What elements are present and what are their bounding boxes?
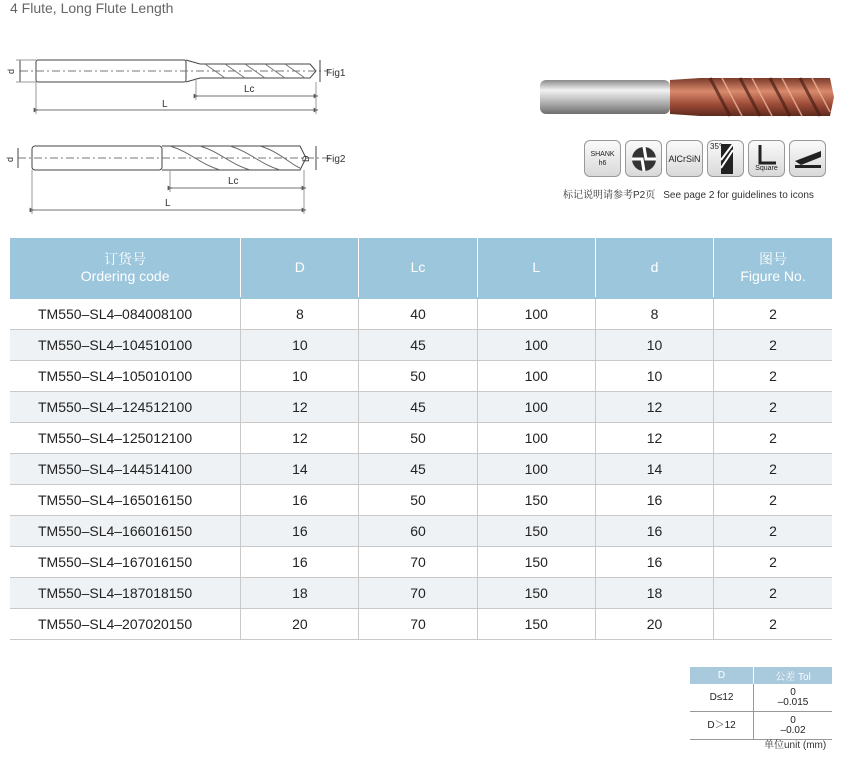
fig1-label: Fig1 (326, 68, 346, 79)
table-header-row (10, 238, 832, 298)
table-cell: 150 (477, 578, 595, 609)
table-row (10, 609, 832, 640)
table-row (10, 330, 832, 361)
ordering-code-cell: TM550–SL4–144514100 (10, 454, 241, 485)
tolerance-value: 0 –0.015 (754, 684, 832, 712)
fig2-dim-D: D (301, 155, 311, 162)
unit-note: 单位unit (mm) (764, 740, 827, 751)
ordering-code-cell: TM550–SL4–104510100 (10, 330, 241, 361)
tolerance-row (690, 684, 832, 712)
table-cell: 2 (714, 516, 832, 547)
table-cell: 12 (241, 392, 359, 423)
ordering-code-cell: TM550–SL4–165016150 (10, 485, 241, 516)
table-cell: 100 (477, 454, 595, 485)
table-cell: 12 (241, 423, 359, 454)
table-header-cell: D (241, 238, 359, 298)
table-header-cell: Lc (359, 238, 477, 298)
table-cell: 100 (477, 361, 595, 392)
square-end-icon: Square (748, 140, 785, 177)
feature-icons (584, 140, 826, 177)
fig1-drawing (16, 60, 330, 114)
table-cell: 100 (477, 423, 595, 454)
end-mill-photo (540, 72, 835, 122)
table-row (10, 392, 832, 423)
table-cell: 8 (595, 298, 713, 330)
table-cell: 45 (359, 454, 477, 485)
table-cell: 14 (595, 454, 713, 485)
ordering-code-cell: TM550–SL4–207020150 (10, 609, 241, 640)
table-cell: 16 (595, 485, 713, 516)
table-cell: 100 (477, 392, 595, 423)
table-cell: 18 (595, 578, 713, 609)
tolerance-table (690, 667, 832, 740)
table-cell: 10 (595, 330, 713, 361)
table-cell: 100 (477, 298, 595, 330)
table-cell: 150 (477, 609, 595, 640)
fig2-label: Fig2 (326, 154, 346, 165)
ordering-code-cell: TM550–SL4–166016150 (10, 516, 241, 547)
table-cell: 16 (595, 547, 713, 578)
tolerance-header-row (690, 667, 832, 684)
ordering-code-cell: TM550–SL4–105010100 (10, 361, 241, 392)
table-cell: 20 (595, 609, 713, 640)
table-cell: 50 (359, 485, 477, 516)
table-cell: 16 (241, 485, 359, 516)
table-cell: 2 (714, 547, 832, 578)
table-cell: 14 (241, 454, 359, 485)
table-header-cell: d (595, 238, 713, 298)
tolerance-value: 0 –0.02 (754, 712, 832, 740)
table-cell: 70 (359, 578, 477, 609)
table-cell: 2 (714, 361, 832, 392)
coating-icon: AlCrSiN (666, 140, 703, 177)
fig2-dim-d: d (5, 156, 15, 162)
table-cell: 2 (714, 485, 832, 516)
table-row (10, 361, 832, 392)
table-cell: 60 (359, 516, 477, 547)
ordering-table (10, 238, 832, 640)
table-cell: 16 (241, 547, 359, 578)
table-row (10, 454, 832, 485)
fig1-dim-d: d (6, 68, 16, 74)
fig1-dim-lc: Lc (244, 84, 255, 95)
table-cell: 100 (477, 330, 595, 361)
technical-drawing (0, 40, 360, 215)
ordering-code-cell: TM550–SL4–124512100 (10, 392, 241, 423)
tolerance-cond: D＞12 (690, 712, 754, 740)
table-cell: 150 (477, 547, 595, 578)
fig1-dim-l: L (162, 99, 168, 110)
table-cell: 2 (714, 392, 832, 423)
table-cell: 16 (241, 516, 359, 547)
table-row (10, 485, 832, 516)
table-cell: 45 (359, 330, 477, 361)
table-cell: 20 (241, 609, 359, 640)
table-cell: 150 (477, 485, 595, 516)
table-cell: 2 (714, 423, 832, 454)
table-cell: 45 (359, 392, 477, 423)
table-cell: 70 (359, 609, 477, 640)
ordering-code-cell: TM550–SL4–084008100 (10, 298, 241, 330)
ordering-code-cell: TM550–SL4–125012100 (10, 423, 241, 454)
table-cell: 2 (714, 609, 832, 640)
material-icon (789, 140, 826, 177)
fig2-drawing (18, 146, 330, 214)
table-cell: 2 (714, 298, 832, 330)
four-flute-icon (625, 140, 662, 177)
table-cell: 2 (714, 330, 832, 361)
table-header-cell: 订货号 Ordering code (10, 238, 241, 298)
table-cell: 2 (714, 454, 832, 485)
page-title: 4 Flute, Long Flute Length (10, 0, 174, 16)
tolerance-cond: D≤12 (690, 684, 754, 712)
table-cell: 50 (359, 361, 477, 392)
fig2-dim-lc: Lc (228, 176, 239, 187)
table-row (10, 578, 832, 609)
tolerance-header-tol: 公差 Tol (754, 667, 832, 684)
table-cell: 70 (359, 547, 477, 578)
table-row (10, 298, 832, 330)
table-cell: 10 (595, 361, 713, 392)
table-row (10, 516, 832, 547)
tolerance-header-d: D (690, 667, 754, 684)
table-cell: 12 (595, 423, 713, 454)
table-cell: 2 (714, 578, 832, 609)
table-cell: 50 (359, 423, 477, 454)
table-cell: 150 (477, 516, 595, 547)
table-cell: 16 (595, 516, 713, 547)
ordering-code-cell: TM550–SL4–187018150 (10, 578, 241, 609)
table-row (10, 423, 832, 454)
table-row (10, 547, 832, 578)
shank-h6-icon: SHANK h6 (584, 140, 621, 177)
table-cell: 40 (359, 298, 477, 330)
icons-caption: 标记说明请参考P2页 See page 2 for guidelines to icons (563, 190, 814, 201)
table-cell: 10 (241, 330, 359, 361)
table-header-cell: 图号 Figure No. (714, 238, 832, 298)
helix-angle-icon: 35° (707, 140, 744, 177)
table-cell: 10 (241, 361, 359, 392)
table-cell: 8 (241, 298, 359, 330)
table-cell: 12 (595, 392, 713, 423)
ordering-code-cell: TM550–SL4–167016150 (10, 547, 241, 578)
fig2-dim-l: L (165, 198, 171, 209)
table-cell: 18 (241, 578, 359, 609)
table-header-cell: L (477, 238, 595, 298)
